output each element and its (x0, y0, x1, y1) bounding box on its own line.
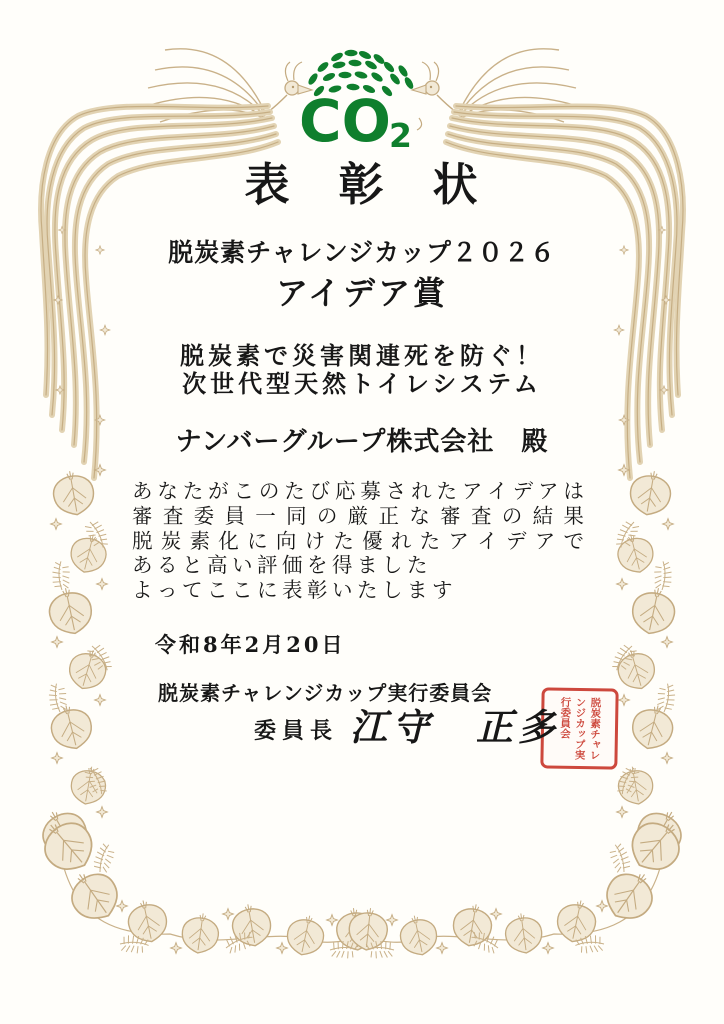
recipient-name: ナンバーグループ株式会社 殿 (175, 427, 549, 457)
entry-title-line2: 次世代型天然トイレシステム (182, 369, 542, 398)
chairman-name: 江守 正多 (350, 705, 560, 749)
award-name: アイデア賞 (275, 274, 449, 312)
certificate-title: 表 彰 状 (244, 158, 480, 211)
seal-text: 脱炭素チャレンジカップ実行委員会 (558, 696, 602, 760)
citation-line: あると高い評価を得ました (132, 553, 432, 578)
citation-body (132, 479, 584, 603)
logo-letters: CO (299, 87, 391, 148)
citation-line: 審 査 委 員 一 同 の 厳 正 な 審 査 の 結 果 (132, 503, 584, 528)
chairman-label: 委員長 (254, 718, 339, 744)
co2-tree-logo-graphic (297, 48, 427, 148)
committee-name: 脱炭素チャレンジカップ実行委員会 (158, 681, 493, 705)
citation-line: あ な た が こ の た び 応 募 さ れ た ア イ デ ア は (132, 479, 584, 503)
co2-tree-logo (297, 48, 427, 148)
issue-date: 令和8年2月20日 (155, 632, 346, 657)
competition-name: 脱炭素チャレンジカップ２０２６ (168, 238, 556, 267)
entry-title-line1: 脱炭素で災害関連死を防ぐ！ (180, 341, 544, 370)
citation-line: よってここに表彰いたします (132, 578, 457, 603)
logo-subscript: 2 (389, 116, 412, 148)
citation-line: 脱 炭 素 化 に 向 け た 優 れ た ア イ デ ア で (132, 528, 584, 553)
